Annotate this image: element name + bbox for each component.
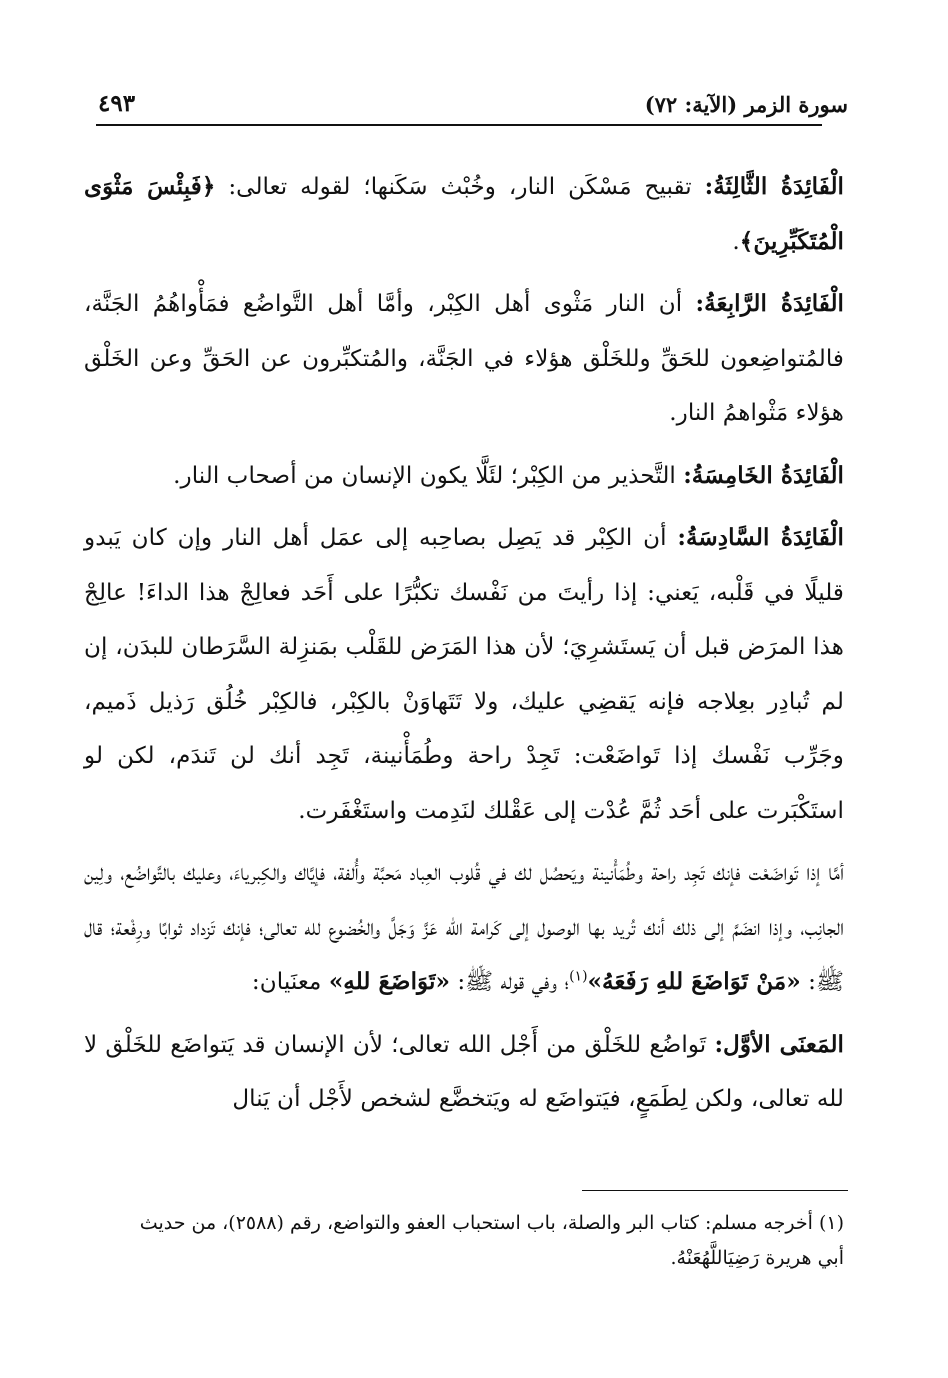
footnote-rule bbox=[582, 1190, 848, 1191]
footnote-line: أبي هريرة رَضِيَاللَّهُعَنْهُ. bbox=[670, 1247, 844, 1269]
header-rule bbox=[96, 124, 822, 126]
paragraph-benefit-5 bbox=[84, 449, 844, 504]
paragraph-humility bbox=[84, 846, 844, 1010]
paragraph-text: أن الكِبْر قد يَصِل بصاحِبه إلى عمَل أهل النار وإن كان يَبدو قليلًا في قَلْبه، يَعني: إذا رأيتَ من نَفْسك تكبُّرًا على أَحَد فعالِجْ هذا الداءَ! عالِجْ هذا المرَض قبل أن يَستَشرِيَ؛ لأن هذا المَرَض للقَلْب بمَنزِلة السَّرَطان للبدَن، إن لم تُبادِر بعِلاجه فإنه يَقضِي عليك، ولا تَتَهاوَنْ بالكِبْر، فالكِبْر خُلُق رَذيل ذَميم، وجَرِّب نَفْسك إذا تَواضَعْت: تَجِدْ راحة وطُمَأْنينة، تَجِد أنك لن تَندَم، لكن لو استَكْبَرت على أحَد ثُمَّ عُدْت إلى عَقْلك لنَدِمت واستَغْفَرت. bbox=[84, 524, 844, 824]
paragraph-heading: المَعنَى الأوَّل: bbox=[714, 1030, 845, 1058]
paragraph-text: أن النار مَثْوى أهل الكِبْر، وأمَّا أهل التَّواضُع فمَأْواهُمُ الجَنَّة، فالمُتواضِعون للحَقِّ وللخَلْق هؤلاء في الجَنَّة، والمُتكبِّرون عن الحَقِّ وعن الخَلْق هؤلاء مَثْواهمُ النار. bbox=[84, 290, 844, 426]
footnote-reference: (١) bbox=[569, 968, 588, 985]
paragraph-heading: الْفَائِدَةُ الخَامِسَةُ: bbox=[683, 461, 844, 489]
paragraph-text: أمَّا إذا تَواضَعْت فإنك تَجِد راحة وطُمَأْنينة ويَحصُل لك في قُلوب العِباد مَحبَّة وأُلفة، فإيَّاك والكِبرياءَ، وعليك بالتَّواضُع، ولِين الجانِب، وإذا انضَمَّ إلى ذلك أنك تُريد بها الوصول إلى كَرامة الله عَزَّ وَجَلَّ والخُضوع لله تعالى؛ فإنك تَزداد ثوابًا ورِفْعة؛ قال ﷺ: bbox=[84, 859, 844, 995]
paragraph-heading: الْفَائِدَةُ الرَّابِعَةُ: bbox=[695, 290, 845, 317]
quran-verse: ﴿فَبِئْسَ مَثْوَى الْمُتَكَبِّرِينَ﴾ bbox=[84, 173, 844, 255]
hadith-quote: «مَنْ تَوَاضَعَ للهِ رَفَعَهُ» bbox=[587, 968, 801, 995]
hadith-phrase: «تَوَاضَعَ للهِ» bbox=[328, 968, 450, 995]
paragraph-text: تَواضُع للخَلْق من أَجْل الله تعالى؛ لأن الإنسان قد يَتواضَع للخَلْق لا لله تعالى، ولكن لِطَمَعٍ، فيَتواضَع له ويَتخضَّع لشخص لأَجْل أن يَنال bbox=[84, 1030, 844, 1112]
paragraph-benefit-3 bbox=[84, 160, 844, 269]
paragraph-heading: الْفَائِدَةُ السَّادِسَةُ: bbox=[677, 524, 844, 551]
paragraph-text: معنَيان: bbox=[251, 968, 329, 995]
paragraph-text: تقبيح مَسْكَن النار، وخُبْث سَكَنها؛ لقوله تعالى: bbox=[215, 173, 705, 200]
footnote bbox=[84, 1206, 844, 1276]
page-number: ٤٩٣ bbox=[98, 90, 136, 117]
body-text bbox=[84, 160, 844, 1135]
paragraph-benefit-4 bbox=[84, 277, 844, 441]
paragraph-text: . bbox=[732, 227, 740, 255]
paragraph-first-meaning bbox=[84, 1018, 844, 1127]
paragraph-heading: الْفَائِدَةُ الثَّالِثَةُ: bbox=[704, 173, 844, 200]
paragraph-text: ؛ وفي قوله ﷺ: bbox=[449, 968, 570, 995]
paragraph-text: التَّحذير من الكِبْر؛ لئَلَّا يكون الإنسان من أصحاب النار. bbox=[173, 461, 684, 489]
footnote-line: (١) أخرجه مسلم: كتاب البر والصلة، باب استحباب العفو والتواضع، رقم (٢٥٨٨)، من حديث bbox=[139, 1212, 844, 1234]
running-header-chapter: سورة الزمر (الآية: ٧٢) bbox=[644, 92, 848, 117]
paragraph-benefit-6 bbox=[84, 511, 844, 838]
